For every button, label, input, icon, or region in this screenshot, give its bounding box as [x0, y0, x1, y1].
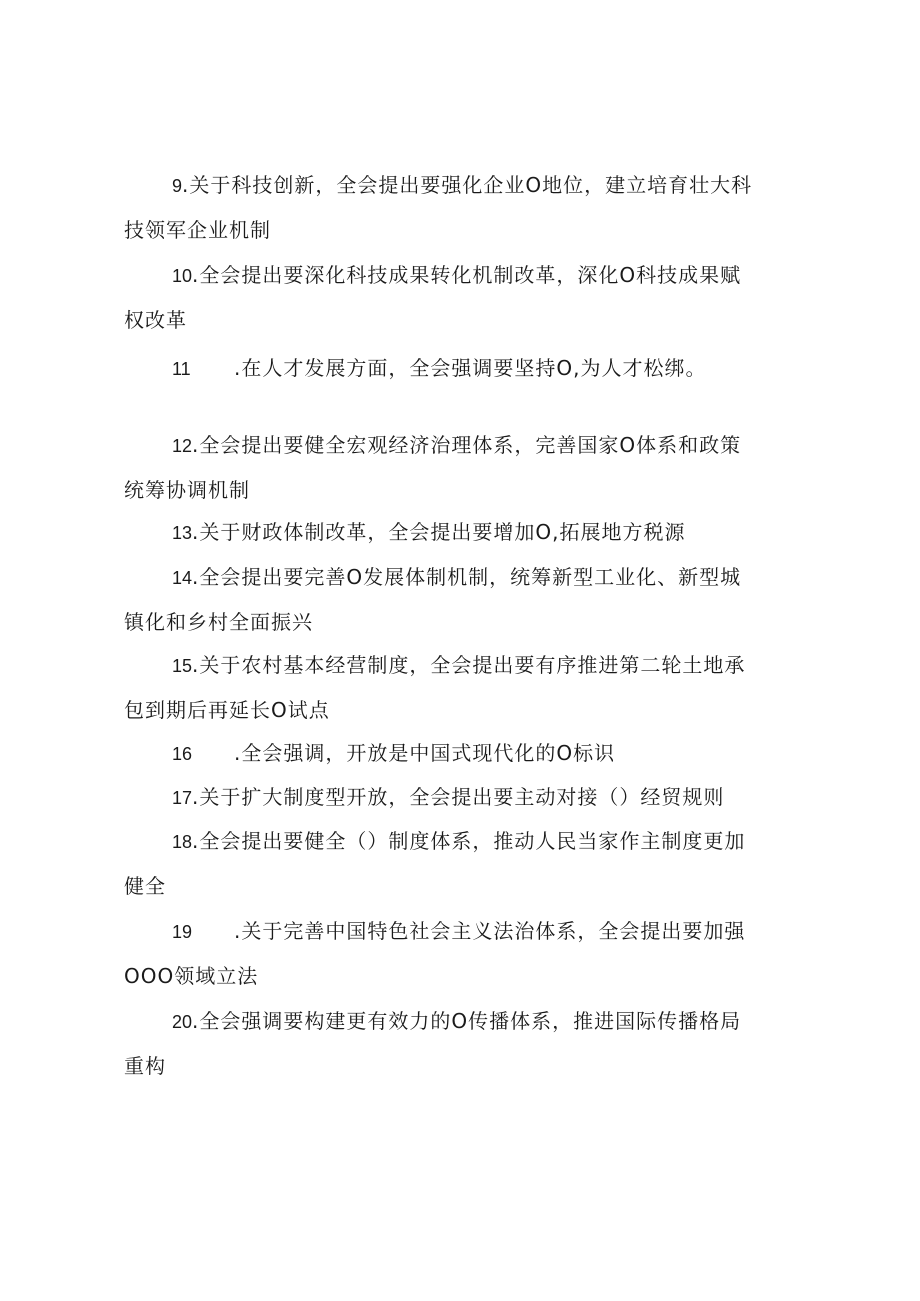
- question-text-continued: OOO领域立法: [124, 964, 259, 988]
- question-19: [124, 919, 824, 988]
- question-text-continued: 包到期后再延长O试点: [124, 698, 330, 722]
- question-number: 12: [172, 436, 193, 456]
- question-text: .全会提出要深化科技成果转化机制改革，深化O科技成果赋: [192, 263, 742, 287]
- question-14: [124, 565, 824, 634]
- question-text: .关于财政体制改革，全会提出要增加O,拓展地方税源: [192, 520, 686, 544]
- question-12: [124, 433, 824, 502]
- question-number: 18: [172, 832, 193, 852]
- question-16: [124, 741, 824, 765]
- question-9: [124, 173, 824, 242]
- question-number: 9: [172, 176, 183, 196]
- question-text: .关于完善中国特色社会主义法治体系，全会提出要加强: [234, 919, 746, 943]
- question-18: [124, 829, 824, 898]
- question-text: .关于扩大制度型开放，全会提出要主动对接（）经贸规则: [192, 785, 725, 809]
- question-text: .在人才发展方面，全会强调要坚持O,为人才松绑。: [234, 356, 707, 380]
- question-text: .关于科技创新，全会提出要强化企业O地位，建立培育壮大科: [182, 173, 753, 197]
- question-text: .全会提出要健全（）制度体系，推动人民当家作主制度更加: [192, 829, 746, 853]
- question-text: .全会强调要构建更有效力的O传播体系，推进国际传播格局: [192, 1009, 742, 1033]
- question-10: [124, 263, 824, 332]
- question-text: .全会强调，开放是中国式现代化的O标识: [234, 741, 616, 765]
- question-number: 17: [172, 788, 193, 808]
- question-13: [124, 520, 824, 544]
- question-text-continued: 镇化和乡村全面振兴: [124, 610, 313, 634]
- question-text: .全会提出要健全宏观经济治理体系，完善国家O体系和政策: [192, 433, 742, 457]
- question-17: [124, 785, 824, 809]
- question-20: [124, 1009, 824, 1078]
- question-number: 11: [172, 359, 191, 379]
- question-number: 10: [172, 266, 193, 286]
- question-text-continued: 重构: [124, 1054, 166, 1078]
- question-number: 14: [172, 568, 193, 588]
- question-15: [124, 653, 824, 722]
- question-number: 19: [172, 922, 193, 942]
- question-number: 16: [172, 744, 193, 764]
- question-number: 15: [172, 656, 193, 676]
- question-text-continued: 技领军企业机制: [124, 218, 271, 242]
- question-text-continued: 权改革: [124, 308, 187, 332]
- question-11: [124, 356, 824, 380]
- question-number: 13: [172, 523, 193, 543]
- question-text: .全会提出要完善O发展体制机制，统筹新型工业化、新型城: [192, 565, 742, 589]
- question-text-continued: 统筹协调机制: [124, 478, 250, 502]
- question-text: .关于农村基本经营制度，全会提出要有序推进第二轮土地承: [192, 653, 746, 677]
- question-number: 20: [172, 1012, 193, 1032]
- question-text-continued: 健全: [124, 874, 166, 898]
